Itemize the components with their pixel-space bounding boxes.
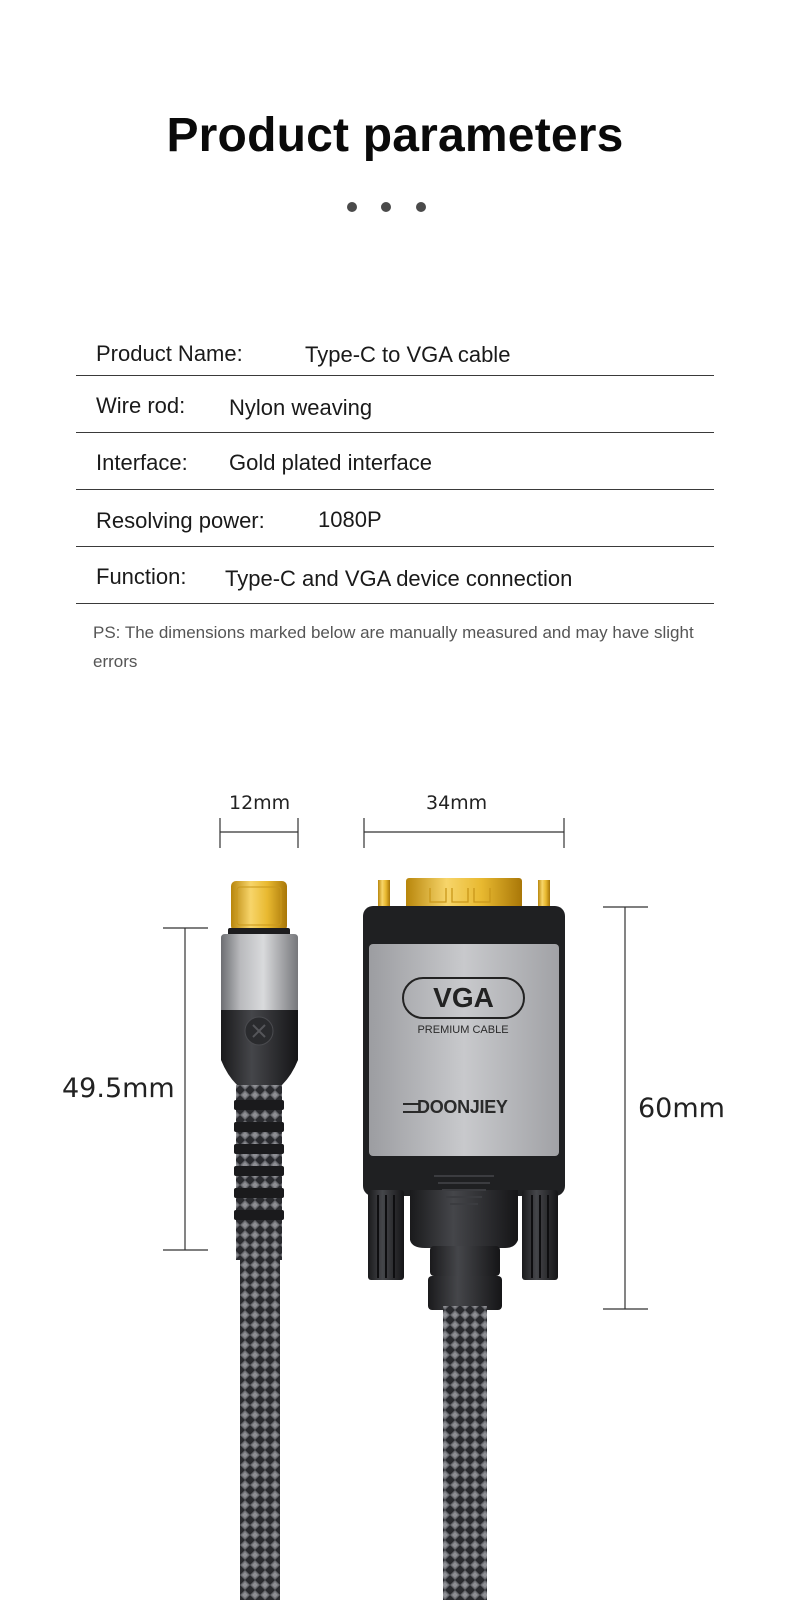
- dim-usbc-width: [220, 818, 298, 848]
- brand-logo: [403, 1097, 528, 1119]
- brand-name: DOONJIEY: [417, 1097, 508, 1117]
- param-value: Gold plated interface: [229, 450, 433, 475]
- usb-c-connector: [221, 881, 298, 1600]
- dim-vga-width: [364, 818, 564, 848]
- vga-badge-text: VGA: [433, 982, 494, 1013]
- page-title: Product parameters: [166, 109, 624, 162]
- dim-label-vga-width: 34mm: [426, 792, 488, 814]
- param-value: Type-C to VGA cable: [305, 342, 511, 367]
- param-label: Interface:: [96, 450, 188, 475]
- param-label: Function:: [96, 564, 187, 589]
- dim-label-vga-length: 60mm: [638, 1093, 725, 1124]
- param-label: Resolving power:: [96, 508, 265, 533]
- vga-subtitle: PREMIUM CABLE: [417, 1024, 509, 1036]
- dim-label-usbc-width: 12mm: [229, 792, 291, 814]
- param-value: Type-C and VGA device connection: [225, 566, 573, 591]
- param-value: 1080P: [318, 507, 382, 532]
- measurement-note: PS: The dimensions marked below are manually measured and may have slight errors: [93, 623, 694, 671]
- dim-label-usbc-length: 49.5mm: [62, 1073, 175, 1104]
- param-value: Nylon weaving: [229, 395, 373, 420]
- param-label: Product Name:: [96, 341, 243, 366]
- param-label: Wire rod:: [96, 393, 186, 418]
